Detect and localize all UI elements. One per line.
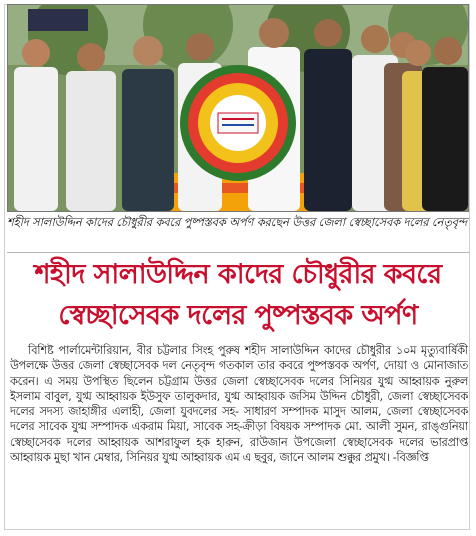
floral-wreath bbox=[180, 65, 296, 181]
divider bbox=[7, 252, 469, 253]
banner bbox=[28, 9, 88, 31]
news-photo bbox=[7, 4, 469, 212]
article-paragraph: বিশিষ্ট পার্লামেন্টারিয়ান, বীর চট্টলার সিংহ পুরুষ শহীদ সালাউদ্দিন কাদের চৌধুরীর ১০ম মৃত্যুবার্ষিকী উপলক্ষে উত্তর জেলা স্বেচ্ছাসেবক দল নেতৃবৃন্দ গতকাল তার কবরে পুষ্পস্তবক অর্পণ, দোয়া ও মোনাজাত করেন। এ সময় উপস্থিত ছিলেন চট্টগ্রাম উত্তর জেলা স্বেচ্ছাসেবক দলের সিনিয়র যুগ্ম আহ্বায়ক নুরুল ইসলাম বাবুল, যুগ্ম আহ্বায়ক ইউসুফ তালুকদার, যুগ্ম আহ্বায়ক জসিম উদ্দিন চৌধুরী, জেলা স্বেচ্ছাসেবক দলের সদস্য জাহাঙ্গীর এলাহী, জেলা যুবদলের সহ- সাধারণ সম্পাদক মাসুদ আলম, জেলা স্বেচ্ছাসেবক দলের সাবেক যুগ্ম সম্পাদক একরাম মিয়া, সাবেক সহ-ক্রীড়া বিষয়ক সম্পাদক মো. আলী সুমন, রাঙ্গুনিয়া স্বেচ্ছাসেবক দলের আহ্বায়ক আশরাফুল হক হারুন, রাউজান উপজেলা স্বেচ্ছাসেবক দলের ভারপ্রাপ্ত আহ্বায়ক মুছা খান মেম্বার, সিনিয়র যুগ্ম আহ্বায়ক এম এ ছবুর, জানে আলম শুক্কুর প্রমুখ। -বিজ্ঞপ্তি bbox=[10, 344, 468, 465]
photo-caption: শহীদ সালাউদ্দিন কাদের চৌধুরীর কবরে পুষ্পস্তবক অর্পণ করছেন উত্তর জেলা স্বেচ্ছাসেবক দলের নেতৃবৃন্দ bbox=[7, 215, 467, 229]
article-headline: শহীদ সালাউদ্দিন কাদের চৌধুরীর কবরে স্বেচ্ছাসেবক দলের পুষ্পস্তবক অর্পণ bbox=[34, 259, 442, 331]
article-body bbox=[10, 343, 468, 529]
wreath-laying-photo bbox=[8, 5, 468, 211]
